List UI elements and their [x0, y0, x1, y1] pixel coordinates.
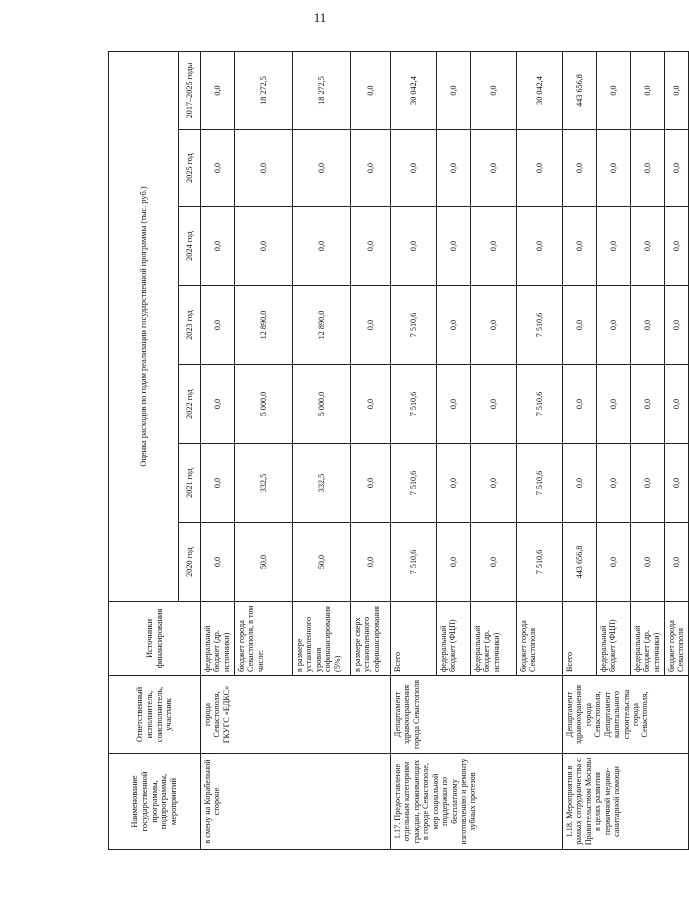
value-cell: 7 510,6: [517, 523, 563, 602]
value-cell: 0,0: [201, 207, 235, 286]
value-cell: 0,0: [665, 207, 689, 286]
value-cell: 0,0: [597, 444, 631, 523]
value-cell: 0,0: [351, 207, 391, 286]
value-cell: 0,0: [437, 523, 471, 602]
value-cell: 0,0: [597, 52, 631, 130]
value-cell: 0,0: [563, 444, 597, 523]
header-year: 2021 год: [179, 444, 201, 523]
value-cell: 0,0: [517, 207, 563, 286]
budget-table: [108, 51, 689, 850]
value-cell: 0,0: [631, 523, 665, 602]
value-cell: 0,0: [351, 444, 391, 523]
value-cell: 0,0: [437, 130, 471, 207]
executor: Департамент здравоохранения города Севастополя: [391, 676, 563, 754]
value-cell: 0,0: [517, 130, 563, 207]
value-cell: 0,0: [665, 444, 689, 523]
table-wrapper: [108, 52, 686, 850]
value-cell: 7 510,6: [517, 365, 563, 444]
value-cell: 0,0: [563, 207, 597, 286]
value-cell: 0,0: [471, 130, 517, 207]
value-cell: 443 656,8: [563, 52, 597, 130]
funding-source: Всего: [391, 602, 437, 676]
value-cell: 0,0: [351, 286, 391, 365]
value-cell: 5 000,0: [235, 365, 293, 444]
header-year: 2023 год: [179, 286, 201, 365]
value-cell: 0,0: [235, 130, 293, 207]
value-cell: 0,0: [563, 286, 597, 365]
value-cell: 0,0: [437, 52, 471, 130]
value-cell: 7 510,6: [391, 365, 437, 444]
value-cell: 0,0: [391, 130, 437, 207]
table-row: [201, 52, 235, 850]
funding-source: федеральный бюджет (др. источники): [471, 602, 517, 676]
value-cell: 332,5: [235, 444, 293, 523]
table-row: [563, 52, 597, 850]
value-cell: 0,0: [201, 444, 235, 523]
header-executor: Ответственный исполнитель, соисполнитель, участник: [109, 676, 201, 754]
funding-source: федеральный бюджет (др. источники): [631, 602, 665, 676]
table-row: [391, 52, 437, 850]
value-cell: 0,0: [563, 365, 597, 444]
value-cell: 0,0: [201, 52, 235, 130]
value-cell: 0,0: [471, 444, 517, 523]
funding-source: бюджет города Севастополя: [517, 602, 563, 676]
value-cell: 0,0: [201, 130, 235, 207]
header-year: 2025 год: [179, 130, 201, 207]
value-cell: 0,0: [631, 365, 665, 444]
value-cell: 0,0: [597, 207, 631, 286]
value-cell: 0,0: [597, 523, 631, 602]
value-cell: 0,0: [563, 130, 597, 207]
value-cell: 0,0: [351, 130, 391, 207]
funding-source: федеральный бюджет (ФЦП): [597, 602, 631, 676]
value-cell: 0,0: [471, 523, 517, 602]
value-cell: 0,0: [471, 207, 517, 286]
funding-source: Всего: [563, 602, 597, 676]
value-cell: 0,0: [665, 52, 689, 130]
value-cell: 0,0: [351, 365, 391, 444]
value-cell: 0,0: [597, 365, 631, 444]
header-estimate: Оценка расходов по годам реализации государственной программы (тыс. руб.): [109, 52, 179, 602]
value-cell: 0,0: [437, 444, 471, 523]
page-number: 11: [313, 10, 327, 25]
value-cell: 7 510,6: [517, 286, 563, 365]
value-cell: 5 000,0: [293, 365, 351, 444]
value-cell: 7 510,6: [391, 523, 437, 602]
value-cell: 0,0: [597, 286, 631, 365]
executor: города Севастополя, ГКУГС «ЕДКС»: [201, 676, 391, 754]
value-cell: 18 272,5: [235, 52, 293, 130]
value-cell: 0,0: [201, 523, 235, 602]
value-cell: 0,0: [351, 523, 391, 602]
value-cell: 0,0: [471, 286, 517, 365]
header-year: 2020 год: [179, 523, 201, 602]
value-cell: 7 510,6: [391, 286, 437, 365]
value-cell: 0,0: [351, 52, 391, 130]
value-cell: 50,0: [235, 523, 293, 602]
value-cell: 332,5: [293, 444, 351, 523]
value-cell: 0,0: [201, 286, 235, 365]
value-cell: 0,0: [437, 207, 471, 286]
value-cell: 0,0: [665, 286, 689, 365]
value-cell: 0,0: [597, 130, 631, 207]
value-cell: 0,0: [471, 52, 517, 130]
header-year: 2024 год: [179, 207, 201, 286]
funding-source: бюджет города Севастополя, в том числе:: [235, 602, 293, 676]
value-cell: 443 656,8: [563, 523, 597, 602]
value-cell: 0,0: [631, 444, 665, 523]
activity-name: 1.18. Мероприятия в рамках сотрудничества с Правительством Москвы в целях развития первичной медико-санитарной помощи: [563, 754, 689, 850]
value-cell: 30 042,4: [391, 52, 437, 130]
value-cell: 7 510,6: [517, 444, 563, 523]
activity-name: в смену на Корабельной стороне: [201, 754, 391, 850]
funding-source: бюджет города Севастополя: [665, 602, 689, 676]
header-source: Источники финансирования: [109, 602, 201, 676]
executor: Департамент здравоохранения города Севастополя, Департамент капитального строительства города Севастополя,: [563, 676, 689, 754]
value-cell: 0,0: [631, 130, 665, 207]
header-name: Наименование государственной программы, подпрограммы, мероприятий: [109, 754, 201, 850]
header-year: 2017–2025 годы: [179, 52, 201, 130]
funding-source: федеральный бюджет (др. источники): [201, 602, 235, 676]
value-cell: 0,0: [631, 52, 665, 130]
value-cell: 18 272,5: [293, 52, 351, 130]
header-year: 2022 год: [179, 365, 201, 444]
value-cell: 0,0: [293, 207, 351, 286]
value-cell: 0,0: [391, 207, 437, 286]
value-cell: 12 890,0: [235, 286, 293, 365]
value-cell: 0,0: [293, 130, 351, 207]
value-cell: 0,0: [235, 207, 293, 286]
value-cell: 0,0: [665, 365, 689, 444]
value-cell: 12 890,0: [293, 286, 351, 365]
value-cell: 0,0: [437, 365, 471, 444]
value-cell: 7 510,6: [391, 444, 437, 523]
value-cell: 0,0: [665, 523, 689, 602]
activity-name: 1.17. Предоставление отдельным категориям граждан, проживающих в городе Севастополе, мер социальной поддержки по бесплатному изготовлению и ремонту зубных протезов: [391, 754, 563, 850]
value-cell: 0,0: [201, 365, 235, 444]
value-cell: 0,0: [631, 207, 665, 286]
value-cell: 0,0: [665, 130, 689, 207]
funding-source: в размере сверх установленного софинансирования: [351, 602, 391, 676]
value-cell: 0,0: [631, 286, 665, 365]
value-cell: 0,0: [471, 365, 517, 444]
funding-source: в размере установленного уровня софинансирования (5%): [293, 602, 351, 676]
funding-source: федеральный бюджет (ФЦП): [437, 602, 471, 676]
rotated-table-container: [108, 52, 686, 850]
value-cell: 0,0: [437, 286, 471, 365]
value-cell: 50,0: [293, 523, 351, 602]
value-cell: 30 042,4: [517, 52, 563, 130]
